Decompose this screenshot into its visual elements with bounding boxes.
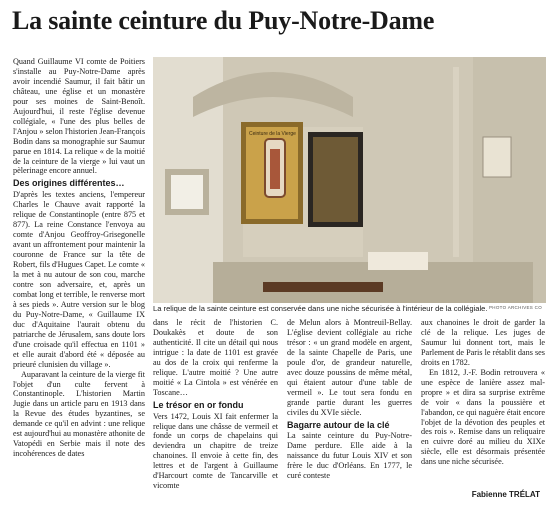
tresor-paragraph: Vers 1472, Louis XI fait enfermer la relique dans une châsse de vermeil et fonde un corps de chapelains qui deviendra un chapitre de treize chanoines. Il envoie à cette fin, des lettres et de l'argent à Guillaume d'Harcourt comte de Tancarville et vicomte	[153, 411, 278, 491]
author-signature: Fabienne TRÉLAT	[471, 490, 540, 499]
collegiale-niche-photo	[153, 57, 546, 303]
photo-credit: PHOTO ARCHIVES CO	[488, 305, 542, 310]
origines-paragraph: D'après les textes anciens, l'empereur Charles le Chauve avait rapporté la relique de Constantinople (entre 875 et 877). La reine Constance l'envoya au comte d'Anjou Geoffroy-Grisegonelle avant un affrontement pour maintenir la couronne de France sur la tête de Robert, fils d'Hugues Capet. Le comte « la met à nu autour de son cou, marche contre son adversaire, et, après un combat long et terrible, le renverse mort à ses pieds ». Autre version sur le blog du Puy-Notre-Dame, « Guillaume IX duc d'Aquitaine l'aurait obtenu du patriarche de Jérusalem, sans doute lors d'une croisade qu'il effectua en 1101 » et elle aurait d'abord été « déposée au prieuré clunisien du village ».	[13, 190, 145, 369]
section-heading-tresor: Le trésor en or fondu	[153, 399, 244, 410]
doukakes-paragraph: dans le récit de l'historien C. Doukakès et doute de son authenticité. Il cite un détail qui nous intrigue : la date de 1101 est gravée au dos de la croix qui renferme la relique. L'autre moitié ? Une autre moitié « La Cintola » est vénérée en Toscane…	[153, 318, 278, 397]
photo-caption: La relique de la sainte ceinture est conservée dans une niche sécurisée à l'intérieur de la collégiale.	[153, 304, 488, 313]
column-3	[287, 318, 412, 481]
intro-paragraph: Quand Guillaume VI comte de Poitiers s'installe au Puy-Notre-Dame après avoir incendié Saumur, il fait bâtir un château, une église et un monastère pour ses moines de Saint-Benoît. Aujourd'hui, il reste l'église devenue collégiale, « l'une des plus belles de l'Anjou » selon l'historien Jean-François Bodin dans sa monographie sur Saumur parue en 1814. La relique « de la moitié de la ceinture de la vierge » lui vaut un pèlerinage encore annuel.	[13, 57, 145, 176]
niche-sign: Ceinture de la Vierge	[249, 131, 296, 137]
column-4	[421, 318, 545, 467]
bagarre-continued-paragraph: aux chanoines le droit de garder la clé de la relique. Les juges de Saumur lui donnent tort, mais le Parlement de Paris le rétablit dans ses droits en 1782.	[421, 318, 545, 367]
bodin-paragraph: En 1812, J.-F. Bodin retrouvera « une espèce de lanière assez mal-propre » et dira sa surprise extrême de voir « dans la poussière et l'abandon, ce qui naguère était encore l'objet de la dévotion des peuples et des rois ». Remise dans un reliquaire en cuivre doré au milieu du XIXe siècle, elle est désormais présentée dans une niche sécurisée.	[421, 367, 545, 467]
column-1	[13, 57, 145, 459]
tresor-continued-paragraph: de Melun alors à Montreuil-Bellay. L'église devient collégiale au riche trésor : « un grand modèle en argent, de la sainte Chapelle de Paris, une poule d'or, de grandeur naturelle, avec douze poussins de même métal, qui étaient autour d'une table de vermeil ». Le tout sera fondu en grande partie durant les guerres civiles du XVIe siècle.	[287, 318, 412, 417]
section-heading-origines: Des origines différentes…	[13, 178, 125, 189]
section-heading-bagarre: Bagarre autour de la clé	[287, 419, 390, 430]
constantinople-paragraph: Auparavant la ceinture de la vierge fit l'objet d'un culte fervent à Constantinople. L'historien Martin Jugie dans un article paru en 1913 dans la Revue des études byzantines, se demande ce qu'il en advint : une relique est aujourd'hui au monastère athonite de Vatopédi en Serbie mais il note des incohérences de dates	[13, 369, 145, 459]
bagarre-paragraph: La sainte ceinture du Puy-Notre-Dame perdure. Elle aide à la naissance du futur Louis XIV et son frère le duc d'Orléans. En 1777, le curé conteste	[287, 431, 412, 481]
article-title: La sainte ceinture du Puy-Notre-Dame	[12, 6, 435, 35]
article-photo	[153, 57, 546, 303]
column-2	[153, 318, 278, 491]
